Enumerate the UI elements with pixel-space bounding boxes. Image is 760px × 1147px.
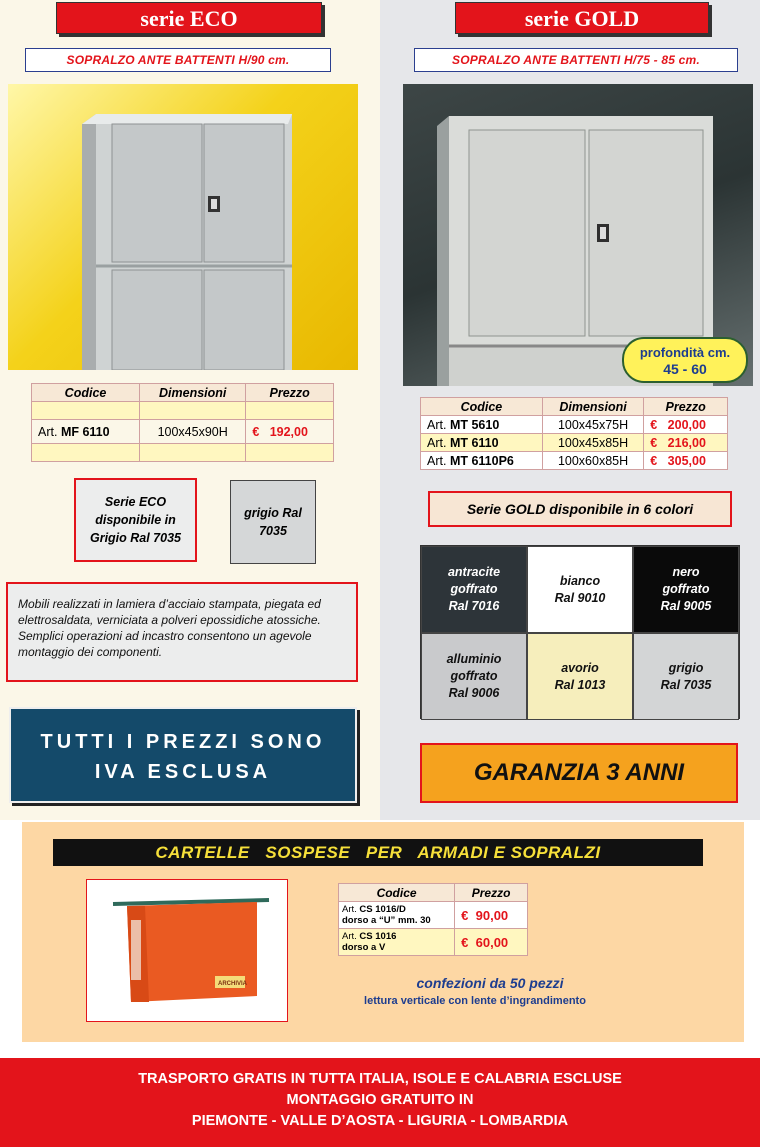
warranty-box [420,743,738,803]
eco-header-dimensions: Dimensioni [140,384,246,402]
color-swatch-alluminio: alluminio goffrato Ral 9006 [421,633,527,720]
product-dimensions: 100x45x90H [140,420,246,444]
eco-description-box [6,582,358,682]
product-price: 305,00 [667,453,706,468]
reading-note: lettura verticale con lente d’ingrandimento [364,995,586,1007]
art-prefix: Art. [427,435,447,450]
product-description: dorso a V [342,942,386,953]
eco-swatch-label: grigio Ral 7035 [244,506,302,538]
product-code: MT 6110P6 [449,453,514,468]
art-prefix: Art. [427,417,447,432]
footer-banner [0,1058,760,1147]
color-swatch-avorio: avorio Ral 1013 [527,633,633,720]
currency-symbol: € [461,907,469,923]
vat-notice-box [9,707,357,803]
table-row [421,452,728,470]
art-prefix: Art. [342,931,357,942]
folders-header-price: Prezzo [455,884,528,902]
product-price: 200,00 [667,417,706,432]
warranty-text: GARANZIA 3 ANNI [473,759,685,786]
art-prefix: Art. [38,424,58,439]
eco-header-price: Prezzo [246,384,334,402]
table-row [421,434,728,452]
table-row [339,929,528,956]
eco-price-table [31,383,334,462]
product-code: MF 6110 [60,424,110,439]
product-description: dorso a “U” mm. 30 [342,915,431,926]
product-price: 90,00 [475,907,509,923]
art-prefix: Art. [342,904,357,915]
footer-line2: MONTAGGIO GRATUITO IN [286,1092,474,1108]
gold-title: serie GOLD [455,2,709,34]
gold-color-grid [420,545,740,719]
product-code: MT 6110 [449,435,499,450]
product-price: 60,00 [475,934,509,950]
currency-symbol: € [252,424,260,439]
pack-note: confezioni da 50 pezzi [416,975,564,991]
table-row [339,902,528,929]
product-dimensions: 100x45x85H [542,434,643,452]
gold-header-dimensions: Dimensioni [542,398,643,416]
folders-header-code: Codice [339,884,455,902]
eco-subtitle: SOPRALZO ANTE BATTENTI H/90 cm. [25,48,331,72]
product-dimensions: 100x60x85H [542,452,643,470]
depth-values: 45 - 60 [663,361,707,377]
gold-header-code: Codice [421,398,543,416]
eco-availability-box [74,478,197,562]
gold-header-price: Prezzo [644,398,728,416]
eco-title: serie ECO [56,2,322,34]
footer-line1: TRASPORTO GRATIS IN TUTTA ITALIA, ISOLE E CALABRIA ESCLUSE [138,1071,622,1087]
vat-notice-line1: TUTTI I PREZZI SONO [40,731,326,753]
color-swatch-grigio: grigio Ral 7035 [633,633,739,720]
table-row [421,416,728,434]
eco-cabinet-photo [8,84,358,370]
product-code: CS 1016/D [359,904,406,915]
art-prefix: Art. [427,453,447,468]
product-code: CS 1016 [359,931,397,942]
product-dimensions: 100x45x75H [542,416,643,434]
color-swatch-bianco: bianco Ral 9010 [527,546,633,633]
eco-header-code: Codice [32,384,140,402]
currency-symbol: € [650,417,658,432]
product-price: 192,00 [269,424,308,439]
folder-photo [86,879,288,1022]
currency-symbol: € [650,435,658,450]
color-swatch-antracite: antracite goffrato Ral 7016 [421,546,527,633]
gold-price-table [420,397,728,470]
eco-availability-text: Serie ECO disponibile in Grigio Ral 7035 [89,495,181,545]
gold-availability-box [428,491,732,527]
currency-symbol: € [461,934,469,950]
product-price: 216,00 [667,435,706,450]
currency-symbol: € [650,453,658,468]
gold-availability-text: Serie GOLD disponibile in 6 colori [466,501,694,517]
folders-price-table [338,883,528,956]
eco-description-text: Mobili realizzati in lamiera d’acciaio stampata, piegata ed elettrosaldata, verniciata a polveri epossidiche atossiche. Semplici operazioni ad incastro consentono un agevole montaggio dei componenti. [18,597,321,659]
gold-subtitle: SOPRALZO ANTE BATTENTI H/75 - 85 cm. [414,48,738,72]
depth-label: profondità cm. [639,345,731,360]
eco-grey-swatch [230,480,316,564]
folder-brand-label: ARCHIVIA [218,981,248,987]
product-code: MT 5610 [449,417,500,432]
color-swatch-nero: nero goffrato Ral 9005 [633,546,739,633]
vat-notice-line2: IVA ESCLUSA [94,761,272,783]
folders-title: CARTELLE SOSPESE PER ARMADI E SOPRALZI [53,839,703,866]
table-row [32,420,334,444]
footer-line3: PIEMONTE - VALLE D’AOSTA - LIGURIA - LOMBARDIA [191,1113,569,1129]
depth-badge [622,337,748,383]
